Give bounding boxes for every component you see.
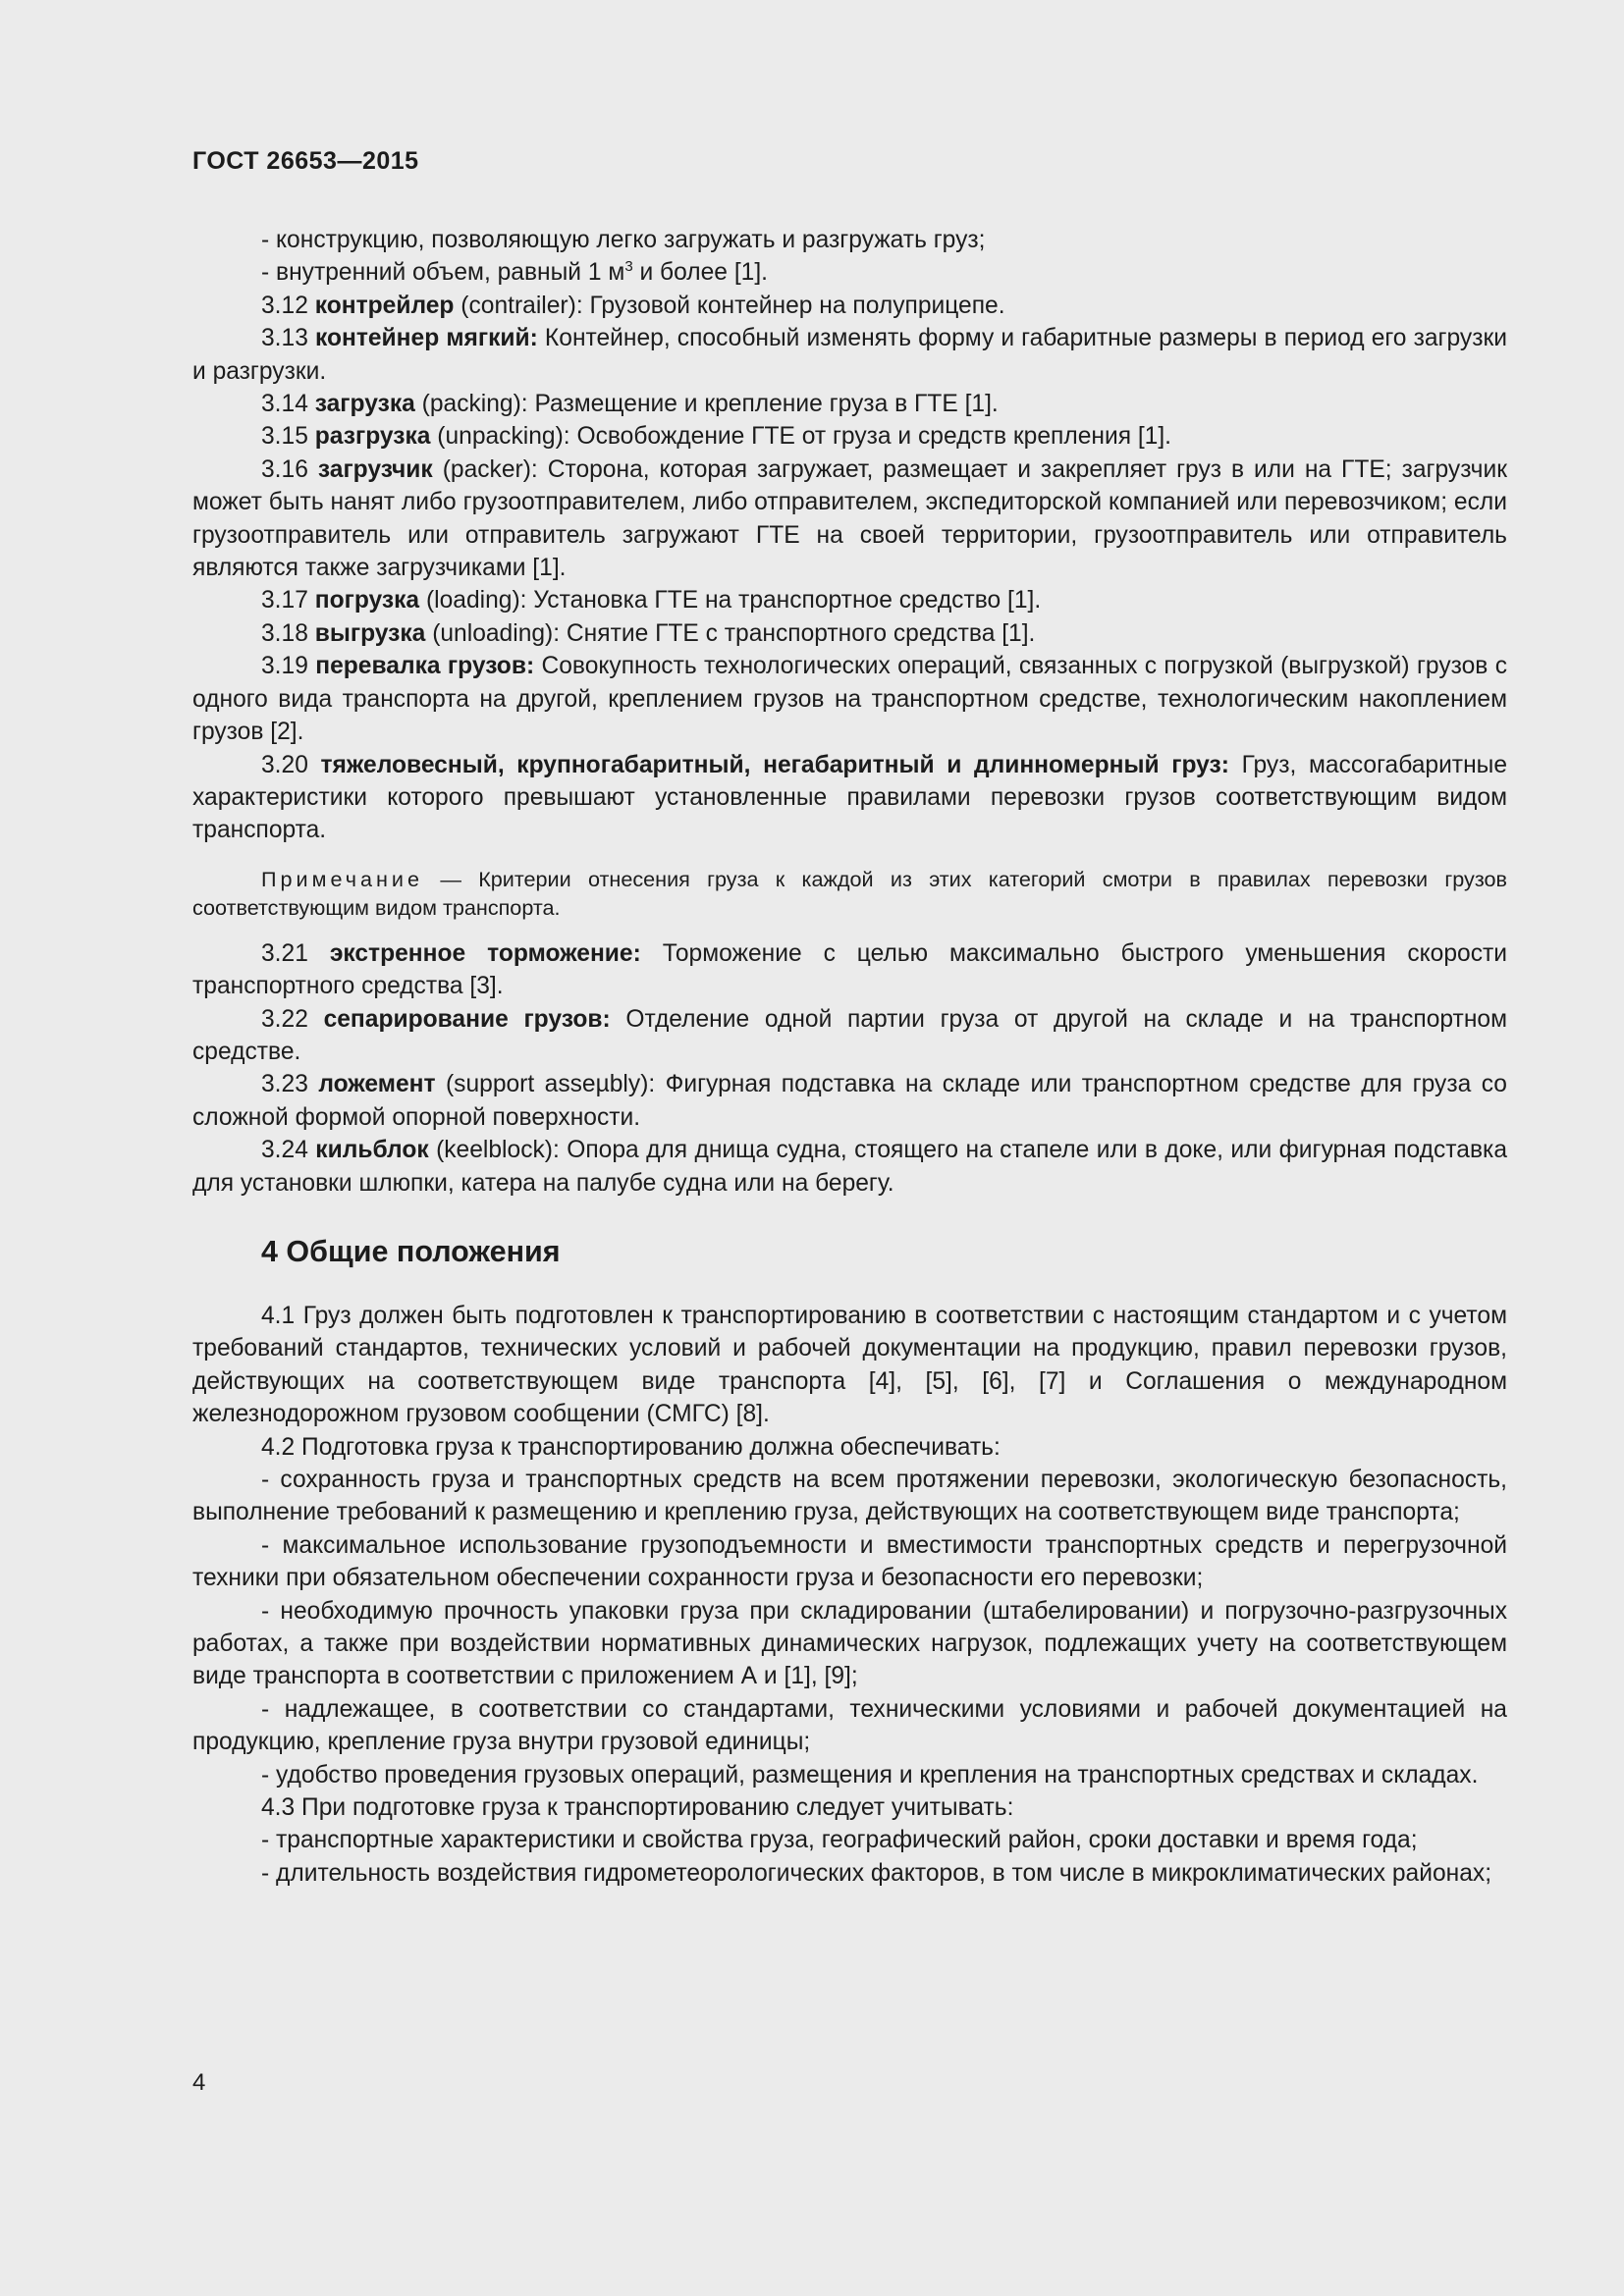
document-header: ГОСТ 26653—2015 — [192, 147, 419, 175]
definition-text: (unpacking): Освобождение ГТЕ от груза и средств крепления [1]. — [430, 423, 1172, 451]
definition-item — [192, 1003, 1507, 1069]
definition-text: (unloading): Снятие ГТЕ с транспортного средства [1]. — [425, 619, 1036, 647]
definition-text: (loading): Установка ГТЕ на транспортное средство [1]. — [419, 587, 1042, 614]
list-item-text: - конструкцию, позволяющую легко загружать и разгружать груз; — [261, 227, 986, 253]
definition-item — [192, 937, 1507, 1003]
note-text: — Критерии отнесения груза к каждой из этих категорий смотри в правилах перевозки грузов соответствующим видом транспорта. — [192, 866, 1507, 920]
definition-item — [192, 650, 1507, 748]
paragraph: 4.3 При подготовке груза к транспортированию следует учитывать: — [261, 1794, 1014, 1822]
definition-term: погрузка — [314, 587, 420, 614]
definition-text: Совокупность технологических операций, связанных с погрузкой (выгрузкой) грузов с одного вида транспорта на другой, креплением грузов на транспортном средстве, технологическим накоплением грузов [2]. — [192, 653, 1508, 746]
definition-number: 3.16 — [261, 455, 308, 483]
paragraph: - транспортные характеристики и свойства груза, географический район, сроки доставки и время года; — [261, 1827, 1418, 1854]
definition-number: 3.19 — [261, 653, 308, 680]
section-heading: 4 Общие положения — [261, 1234, 561, 1268]
definition-text: Торможение с целью максимально быстрого уменьшения скорости транспортного средства [3]. — [192, 939, 1507, 1000]
definition-term: экстренное торможение: — [329, 939, 641, 967]
definitions-list-2 — [192, 937, 1507, 1200]
definition-term: тяжеловесный, крупногабаритный, негабаритный и длинномерный груз: — [320, 751, 1229, 778]
note — [192, 865, 1507, 922]
definitions-list — [192, 290, 1507, 847]
list-item-text: - внутренний объем, равный 1 м — [261, 259, 625, 287]
definition-number: 3.17 — [261, 587, 308, 614]
definition-number: 3.23 — [261, 1071, 308, 1098]
definition-term: перевалка грузов: — [315, 653, 535, 680]
definition-item — [192, 388, 1507, 420]
paragraph: - удобство проведения грузовых операций, размещения и крепления на транспортных средствах и складах. — [261, 1761, 1479, 1789]
paragraph: 4.1 Груз должен быть подготовлен к транспортированию в соответствии с настоящим стандартом и с учетом требований стандартов, технических условий и рабочей документации на продукцию, правил перевозки грузов, действующих на соответствующем виде транспорта [4], [5], [6], [7] и Соглашения о международном железнодорожном грузовом сообщении (СМГС) [8]. — [192, 1302, 1507, 1428]
definition-number: 3.18 — [261, 619, 308, 647]
definition-text: (packer): Сторона, которая загружает, размещает и закрепляет груз в или на ГТЕ; загрузчик может быть нанят либо грузоотправителем, либо отправителем, экспедиторской компанией или перевозчиком; если грузоотправитель или отправитель загружают ГТЕ на своей территории, грузоотправитель или отправитель являются также загрузчиками [1]. — [192, 455, 1507, 582]
definition-item — [192, 617, 1507, 650]
definition-term: ложемент — [318, 1071, 436, 1098]
paragraph: - максимальное использование грузоподъемности и вместимости транспортных средств и перегрузочной техники при обязательном обеспечении сохранности груза и безопасности его перевозки; — [192, 1531, 1507, 1592]
list-item — [192, 224, 1507, 256]
definition-term: выгрузка — [314, 619, 426, 647]
section-4-body — [192, 1300, 1507, 1890]
paragraph: - необходимую прочность упаковки груза при складировании (штабелировании) и погрузочно-разгрузочных работах, а также при воздействии нормативных динамических нагрузок, подлежащих учету на соответствующем виде транспорта в соответствии с приложением А и [1], [9]; — [192, 1597, 1507, 1690]
definition-item — [192, 322, 1507, 388]
definition-item — [192, 584, 1507, 616]
paragraph: - длительность воздействия гидрометеорологических факторов, в том числе в микроклиматических районах; — [261, 1859, 1492, 1887]
paragraph: - сохранность груза и транспортных средств на всем протяжении перевозки, экологическую безопасность, выполнение требований к размещению и креплению груза, действующих на соответствующем виде транспорта; — [192, 1467, 1507, 1526]
list-item-text: и более [1]. — [632, 259, 768, 287]
definition-text: (packing): Размещение и крепление груза в ГТЕ [1]. — [414, 391, 999, 418]
definition-term: загрузка — [314, 391, 415, 418]
definition-number: 3.22 — [261, 1005, 308, 1033]
definition-item — [192, 290, 1507, 322]
definition-term: разгрузка — [314, 423, 431, 451]
definition-number: 3.20 — [261, 751, 308, 778]
definition-number: 3.21 — [261, 939, 308, 967]
definition-number: 3.13 — [261, 325, 308, 352]
definition-term: сепарирование грузов: — [323, 1005, 611, 1033]
definition-text: Контейнер, способный изменять форму и габаритные размеры в период его загрузки и разгрузки. — [192, 325, 1507, 385]
note-label: Примечание — [261, 866, 423, 891]
definition-term: контейнер мягкий: — [314, 325, 538, 352]
definition-number: 3.12 — [261, 292, 308, 319]
definition-item — [192, 1134, 1507, 1200]
definition-item — [192, 454, 1507, 585]
paragraph: 4.2 Подготовка груза к транспортированию должна обеспечивать: — [261, 1433, 1001, 1461]
list-item — [192, 256, 1507, 289]
definition-text: (support asseµbly): Фигурная подставка на складе или транспортном средстве для груза со сложной формой опорной поверхности. — [192, 1071, 1507, 1131]
page-number: 4 — [192, 2069, 206, 2096]
definition-text: (keelblock): Опора для днища судна, стоящего на стапеле или в доке, или фигурная подставка для установки шлюпки, катера на палубе судна или на берегу. — [192, 1137, 1507, 1197]
definition-term: контрейлер — [314, 292, 455, 319]
definition-text: Груз, массогабаритные характеристики которого превышают установленные правилами перевозки грузов соответствующим видом транспорта. — [192, 751, 1508, 844]
definition-text: (contrailer): Грузовой контейнер на полуприцепе. — [454, 292, 1005, 319]
definition-term: загрузчик — [317, 455, 433, 483]
definition-item — [192, 749, 1507, 847]
definition-term: кильблок — [315, 1137, 429, 1164]
definition-number: 3.24 — [261, 1137, 308, 1164]
superscript: 3 — [624, 258, 633, 276]
document-body — [192, 224, 1507, 1890]
definition-number: 3.15 — [261, 423, 308, 451]
definition-text: Отделение одной партии груза от другой на складе и на транспортном средстве. — [192, 1005, 1507, 1065]
definition-number: 3.14 — [261, 391, 308, 418]
definition-item — [192, 1068, 1507, 1134]
paragraph: - надлежащее, в соответствии со стандартами, техническими условиями и рабочей документацией на продукцию, крепление груза внутри грузовой единицы; — [192, 1695, 1507, 1756]
definition-item — [192, 420, 1507, 453]
